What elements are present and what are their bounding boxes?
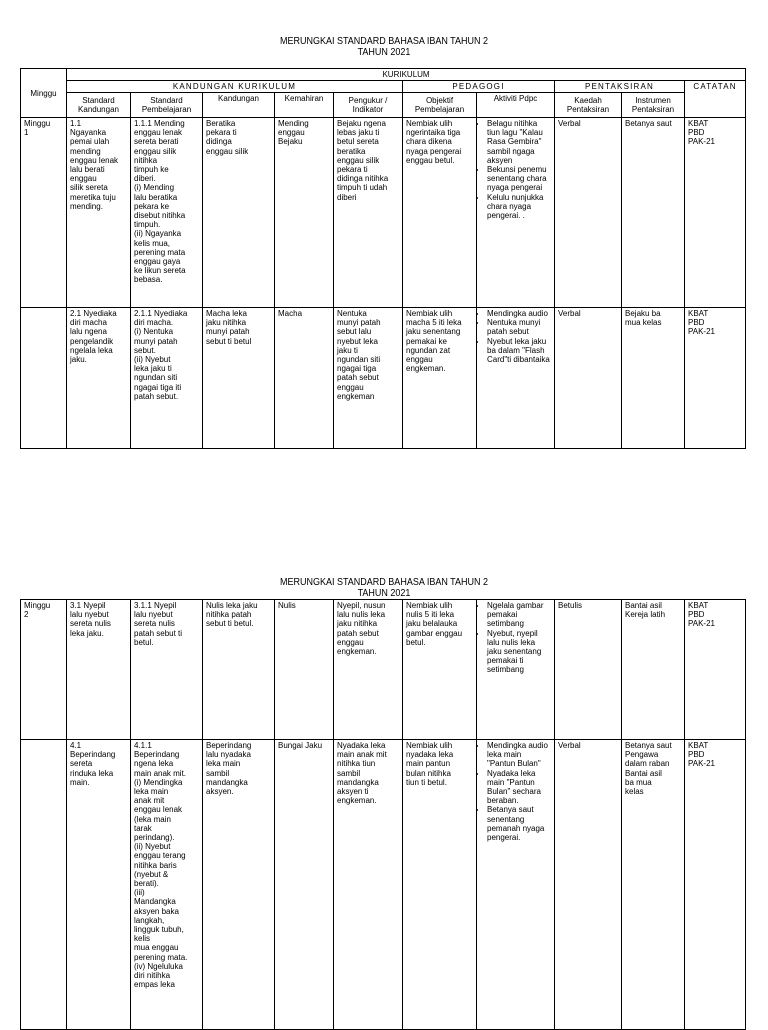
cell-kaedah: Verbal: [555, 740, 622, 1030]
table-row: [21, 308, 746, 449]
cell-catatan: KBAT PBD PAK-21: [685, 118, 746, 308]
cell-catatan: KBAT PBD PAK-21: [685, 308, 746, 449]
table-row: [21, 118, 746, 308]
table-row: [21, 600, 746, 740]
cell-kaedah: Verbal: [555, 118, 622, 308]
doc-title: MERUNGKAI STANDARD BAHASA IBAN TAHUN 2: [279, 36, 489, 47]
doc-year: TAHUN 2021: [357, 47, 411, 58]
cell-standard-pembelajaran: 4.1.1 Beperindang ngena leka main anak mit. (i) Mendingka leka main anak mit enggau lenak (leka main tarak perindang). (ii) Nyebut enggau terang nitihka baris (nyebut & berati). (iii) Mandangka aksyen baka langkah, lingguk tubuh, kelis mua enggau perening mata. (iv) Ngeluluka diri nitihka empas leka: [131, 740, 203, 1030]
list-item: • Ngelala gambar pemakai setimbang: [487, 601, 551, 629]
cell-kemahiran: Mending enggau Bejaku: [275, 118, 334, 308]
cell-kaedah: Betulis: [555, 600, 622, 740]
cell-instrumen: Bantai asil Kereja latih: [622, 600, 685, 740]
cell-minggu: Minggu 1: [21, 118, 67, 308]
cell-aktiviti: [477, 600, 555, 740]
doc-title: MERUNGKAI STANDARD BAHASA IBAN TAHUN 2: [279, 577, 489, 588]
cell-standard-kandungan: 4.1 Beperindang sereta rinduka leka main.: [67, 740, 131, 1030]
table-row: [21, 740, 746, 1030]
cell-aktiviti: [477, 308, 555, 449]
cell-standard-pembelajaran: 1.1.1 Mending enggau lenak sereta berati enggau silik nitihka timpuh ke diberi. (i) Mending lalu beratika pekara ke disebut nitihka timpuh. (ii) Ngayanka kelis mua, perening mata enggau gaya ke likun sereta bebasa.: [131, 118, 203, 308]
header-pedagogi: PEDAGOGI: [403, 81, 555, 93]
cell-objektif: Nembiak ulih nyadaka leka main pantun bulan nitihka tiun ti betul.: [403, 740, 477, 1030]
aktiviti-list: [480, 741, 551, 842]
header-kurikulum: KURIKULUM: [67, 69, 746, 81]
cell-catatan: KBAT PBD PAK-21: [685, 740, 746, 1030]
curriculum-table-2: [20, 599, 746, 1030]
cell-pengukur: Bejaku ngena lebas jaku ti betul sereta beratika enggau silik pekara ti didinga nitihka timpuh ti udah diberi: [334, 118, 403, 308]
header-catatan: CATATAN: [685, 81, 746, 118]
header-standard-kandungan: Standard Kandungan: [67, 93, 131, 118]
cell-kemahiran: Nulis: [275, 600, 334, 740]
aktiviti-list: [480, 601, 551, 675]
list-item: • Betanya saut senentang pemanah nyaga pengerai.: [487, 805, 551, 842]
header-kemahiran: Kemahiran: [275, 93, 334, 118]
cell-aktiviti: [477, 118, 555, 308]
cell-instrumen: Betanya saut: [622, 118, 685, 308]
cell-catatan: KBAT PBD PAK-21: [685, 600, 746, 740]
cell-kemahiran: Bungai Jaku: [275, 740, 334, 1030]
cell-pengukur: Nyadaka leka main anak mit nitihka tiun sambil mandangka aksyen ti engkeman.: [334, 740, 403, 1030]
header-pentaksiran: PENTAKSIRAN: [555, 81, 685, 93]
cell-kandungan: Beratika pekara ti didinga enggau silik: [203, 118, 275, 308]
list-item: • Nyadaka leka main "Pantun Bulan" sechara beraban.: [487, 769, 551, 806]
list-item: • Bekunsi penemu senentang chara nyaga pengerai: [487, 165, 551, 193]
cell-minggu: [21, 740, 67, 1030]
cell-standard-pembelajaran: 3.1.1 Nyepil lalu nyebut sereta nulis patah sebut ti betul.: [131, 600, 203, 740]
list-item: • Kelulu nunjukka chara nyaga pengerai. .: [487, 193, 551, 221]
cell-minggu: Minggu 2: [21, 600, 67, 740]
cell-kandungan: Nulis leka jaku nitihka patah sebut ti betul.: [203, 600, 275, 740]
header-kandungan-kurikulum: KANDUNGAN KURIKULUM: [67, 81, 403, 93]
curriculum-table-1: [20, 68, 746, 449]
cell-pengukur: Nentuka munyi patah sebut lalu nyebut leka jaku ti ngundan siti ngagai tiga patah sebut enggau engkeman: [334, 308, 403, 449]
cell-standard-kandungan: 1.1 Ngayanka pemai ulah mending enggau lenak lalu berati enggau silik sereta meretika tuju mending.: [67, 118, 131, 308]
list-item: • Belagu nitihka tiun lagu "Kalau Rasa Gembira" sambil ngaga aksyen: [487, 119, 551, 165]
cell-objektif: Nembiak ulih ngerintaika tiga chara dikena nyaga pengerai enggau betul.: [403, 118, 477, 308]
cell-objektif: Nembiak ulih macha 5 iti leka jaku senentang pemakai ke ngundan zat enggau engkeman.: [403, 308, 477, 449]
header-aktiviti: Aktiviti Pdpc: [477, 93, 555, 118]
header-pengukur: Pengukur / Indikator: [334, 93, 403, 118]
list-item: • Nyebut leka jaku ba dalam "Flash Card"ti dibantaika: [487, 337, 551, 365]
header-minggu: Minggu: [21, 69, 67, 118]
cell-standard-pembelajaran: 2.1.1 Nyediaka diri macha. (i) Nentuka munyi patah sebut. (ii) Nyebut leka jaku ti ngundan siti ngagai tiga iti patah sebut.: [131, 308, 203, 449]
cell-instrumen: Betanya saut Pengawa dalam raban Bantai asil ba mua kelas: [622, 740, 685, 1030]
header-objektif: Objektif Pembelajaran: [403, 93, 477, 118]
cell-pengukur: Nyepil, nusun lalu nulis leka jaku nitihka patah sebut enggau engkeman.: [334, 600, 403, 740]
cell-kandungan: Macha leka jaku nitihka munyi patah sebut ti betul: [203, 308, 275, 449]
doc-year: TAHUN 2021: [357, 588, 411, 599]
header-standard-pembelajaran: Standard Pembelajaran: [131, 93, 203, 118]
cell-kandungan: Beperindang lalu nyadaka leka main sambil mandangka aksyen.: [203, 740, 275, 1030]
header-instrumen: Instrumen Pentaksiran: [622, 93, 685, 118]
cell-instrumen: Bejaku ba mua kelas: [622, 308, 685, 449]
list-item: • Mendingka audio: [487, 309, 551, 318]
list-item: • Nentuka munyi patah sebut: [487, 318, 551, 336]
cell-aktiviti: [477, 740, 555, 1030]
aktiviti-list: [480, 309, 551, 364]
cell-kaedah: Verbal: [555, 308, 622, 449]
list-item: • Nyebut, nyepil lalu nulis leka jaku senentang pemakai ti setimbang: [487, 629, 551, 675]
cell-standard-kandungan: 2.1 Nyediaka diri macha lalu ngena pengelandik ngelala leka jaku.: [67, 308, 131, 449]
cell-objektif: Nembiak ulih nulis 5 iti leka jaku belalauka gambar enggau betul.: [403, 600, 477, 740]
list-item: • Mendingka audio leka main "Pantun Bulan": [487, 741, 551, 769]
aktiviti-list: [480, 119, 551, 220]
cell-kemahiran: Macha: [275, 308, 334, 449]
header-kaedah: Kaedah Pentaksiran: [555, 93, 622, 118]
cell-standard-kandungan: 3.1 Nyepil lalu nyebut sereta nulis leka jaku.: [67, 600, 131, 740]
header-kandungan: Kandungan: [203, 93, 275, 118]
cell-minggu: [21, 308, 67, 449]
